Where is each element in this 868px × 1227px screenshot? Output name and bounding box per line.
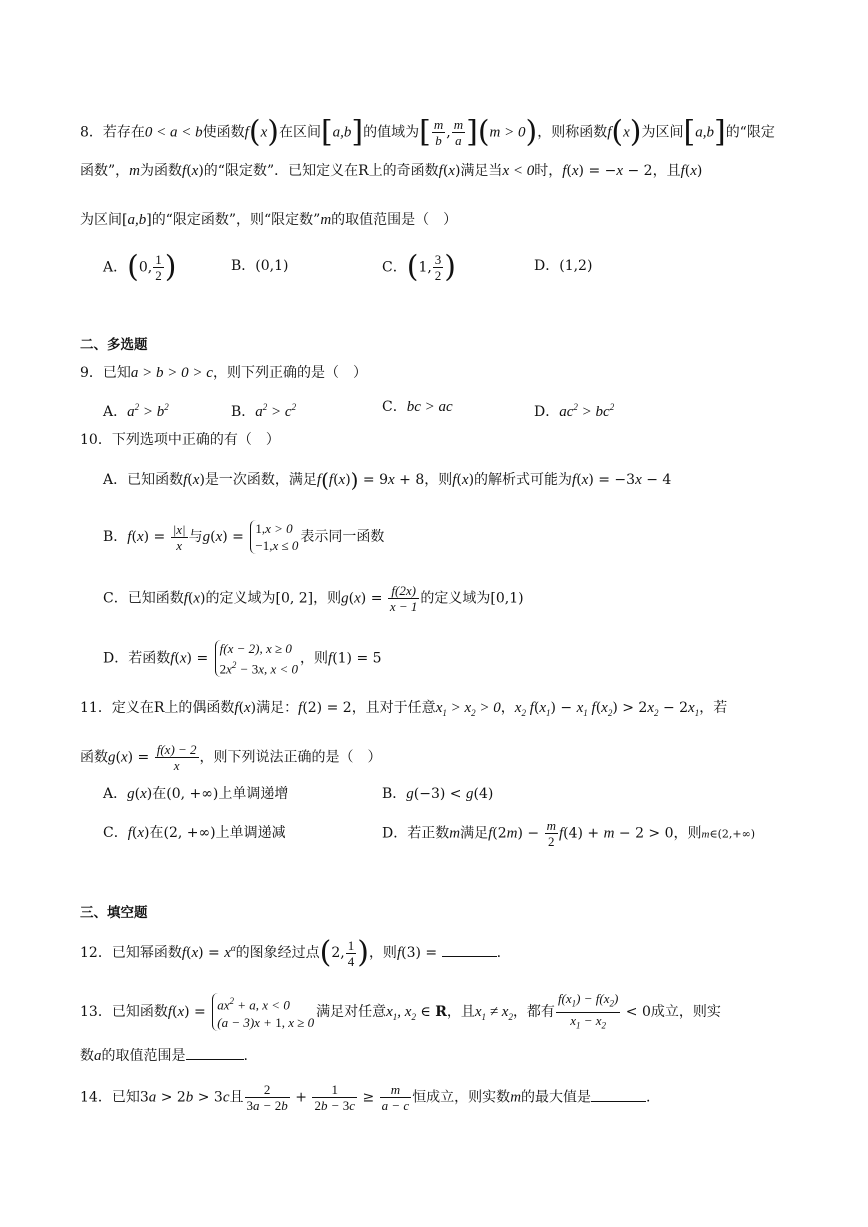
q14-line: 14．已知3a > 2b > 3c且 $\frac{2}{3a - 2b}$ + $\frac{1}{2b - 3c}$ ≥ $\frac{m}{a - c}$ 恒成立，则实数m的最大值是 .	[80, 1082, 651, 1113]
q9-option-c[interactable]: C．bc > ac	[382, 399, 453, 415]
answer-blank[interactable]	[442, 942, 497, 957]
q9-option-a[interactable]: A．$a^2 > b^2$	[103, 402, 169, 420]
q12-line: 12．已知幂函数$f(x) = x^\alpha$的图象经过点(2, $\frac{1}{4}$ )，则f(3) = .	[80, 935, 502, 970]
q8-line2: 函数”，m为函数f(x)的“限定数”．已知定义在R上的奇函数f(x)满足当x < 0时，f(x) = −x − 2，且f(x)	[80, 163, 703, 179]
q10-stem: 10．下列选项中正确的有（ ）	[80, 432, 280, 448]
q10-option-c[interactable]: C．已知函数f(x)的定义域为[0, 2]，则g(x) = $\frac{f(2x)}{x - 1}$ 的定义域为[0,1)	[103, 583, 524, 614]
q8-option-b[interactable]: B．(0,1)	[231, 258, 289, 274]
q11-option-c[interactable]: C．f(x)在(2, +∞)上单调递减	[103, 825, 286, 841]
q9-option-b[interactable]: B．$a^2 > c^2$	[231, 402, 297, 420]
q10-option-a[interactable]: A．已知函数f(x)是一次函数，满足f(f(x)) = 9x + 8，则f(x)的解析式可能为f(x) = −3x − 4	[103, 468, 672, 492]
q9-option-d[interactable]: D．$ac^2 > bc^2$	[534, 402, 615, 420]
answer-blank[interactable]	[591, 1087, 646, 1102]
q10-option-b[interactable]: B．f(x) = $\frac{|x|}{x}$ 与g(x) = 1,x > 0 −1,x ≤ 0表示同一函数	[103, 521, 385, 553]
q8-option-a[interactable]: A．(0, $\frac{1}{2}$ )	[103, 249, 177, 285]
q10-option-d[interactable]: D．若函数f(x) = f(x − 2), x ≥ 0 $2x^2 - 3x$, x < 0，则f(1) = 5	[103, 641, 382, 677]
math-expr: 0 < a < b	[144, 124, 203, 141]
q13-line1: 13．已知函数$f(x) = ax^2 + a$, x < 0 (a − 3)x + 1, x ≥ 0满足对任意$x_1$, $x_2$ ∈ R，且$x_1 \ne x_2$，都有 $\frac{f(x_1) - f(x_2)}{x_1 - x_2}$ < 0成立，则实	[80, 991, 721, 1031]
q8-option-c[interactable]: C．(1, $\frac{3}{2}$ )	[382, 249, 457, 285]
q8-line1: 8．若存在0 < a < b使函数f(x)在区间[a,b]的值域为[ $\frac{m}{b}$ , $\frac{m}{a}$ ](m > 0)，则称函数f(x)为区间[a,b]的“限定	[80, 114, 775, 150]
q8-option-d[interactable]: D．(1,2)	[534, 258, 593, 274]
q11-line2: 函数g(x) = $\frac{f(x) - 2}{x}$ ，则下列说法正确的是（ ）	[80, 742, 382, 773]
q11-option-d[interactable]: D．若正数m满足f(2m) − $\frac{m}{2}$ f(4) + m − 2 > 0，则m∈(2,+∞)	[382, 818, 756, 849]
q11-option-b[interactable]: B．g(−3) < g(4)	[382, 786, 494, 802]
q11-option-a[interactable]: A．g(x)在(0, +∞)上单调递增	[103, 786, 289, 802]
answer-blank[interactable]	[186, 1045, 244, 1060]
q11-line1: 11．定义在R上的偶函数f(x)满足：f(2) = 2，且对于任意$x_1 > x_2 > 0$，$x_2$ $f(x_1) - x_1$ $f(x_2) > 2x_2 - 2x_1$，若	[80, 700, 728, 718]
section-heading: 三、填空题	[80, 905, 148, 921]
q13-line2: 数a的取值范围是 .	[80, 1045, 248, 1067]
math-expr: f	[244, 124, 249, 141]
section-heading: 二、多选题	[80, 337, 148, 353]
q8-line3: 为区间[a,b]的“限定函数”，则“限定数”m的取值范围是（ ）	[80, 212, 458, 228]
q9-stem: 9．已知a > b > 0 > c，则下列正确的是（ ）	[80, 365, 367, 381]
